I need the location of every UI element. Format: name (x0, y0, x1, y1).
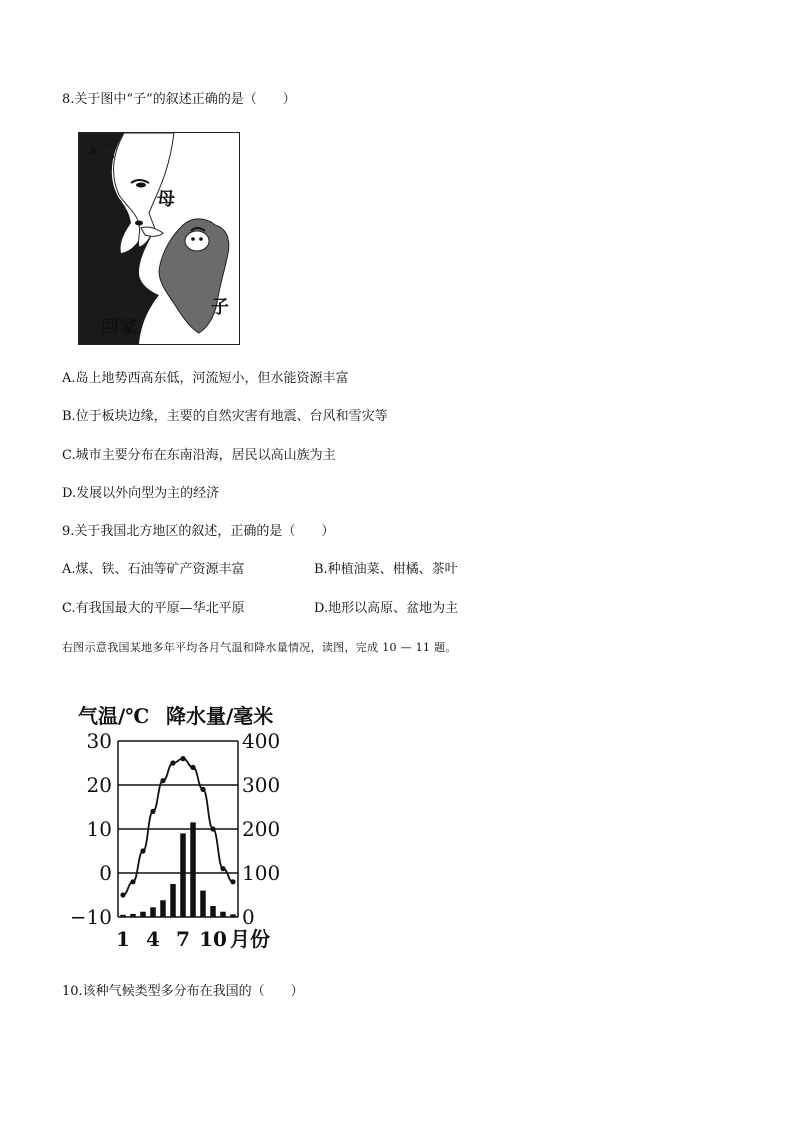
precip-bar (170, 884, 176, 917)
temp-tick-label: 30 (86, 729, 112, 753)
precip-tick-label: 100 (242, 861, 281, 885)
temp-axis-label: 气温/℃ (78, 704, 150, 728)
q9-option-c: C.有我国最大的平原—华北平原 (62, 601, 245, 616)
chart-intro: 右图示意我国某地多年平均各月气温和降水量情况，读图，完成 10 — 11 题。 (62, 641, 457, 654)
month-unit-label: 月份 (230, 927, 270, 951)
temperature-point (200, 787, 205, 792)
temperature-point (170, 760, 175, 765)
temperature-point (180, 756, 185, 761)
q9-option-d: D.地形以高原、盆地为主 (314, 601, 459, 616)
temperature-point (220, 866, 225, 871)
q8-option-b: B.位于板块边缘，主要的自然灾害有地震、台风和雪灾等 (62, 409, 388, 424)
star-icon: ★ (87, 143, 100, 159)
child-label: 子 (211, 297, 229, 318)
q8-option-c: C.城市主要分布在东南沿海，居民以高山族为主 (62, 448, 336, 463)
precip-axis-label: 降水量/毫米 (166, 704, 274, 728)
temperature-point (150, 809, 155, 814)
q9-option-b: B.种植油菜、柑橘、茶叶 (314, 562, 458, 577)
question-10-stem: 10.该种气候类型多分布在我国的（ ） (62, 984, 304, 999)
precip-bar (130, 914, 136, 917)
mother-child-illustration (79, 133, 239, 344)
month-tick-label: 4 (146, 927, 160, 951)
precip-tick-label: 300 (242, 773, 281, 797)
temperature-point (230, 879, 235, 884)
q8-option-a: A.岛上地势西高东低，河流短小，但水能资源丰富 (62, 371, 349, 386)
temp-tick-label: 10 (86, 817, 112, 841)
temperature-point (210, 826, 215, 831)
temperature-point (160, 778, 165, 783)
precip-bar (160, 900, 166, 917)
climate-chart (72, 695, 302, 959)
mother-child-figure (78, 132, 240, 345)
month-tick-label: 10 (199, 927, 227, 951)
precip-tick-label: 200 (242, 817, 281, 841)
precip-bar (230, 914, 236, 917)
temperature-point (120, 892, 125, 897)
q8-option-d: D.发展以外向型为主的经济 (62, 486, 220, 501)
temp-tick-label: −10 (72, 905, 112, 929)
figure-caption: 回家 (101, 317, 137, 338)
precip-bar (180, 833, 186, 917)
month-tick-label: 1 (116, 927, 130, 951)
precip-bar (120, 915, 126, 917)
precip-bar (190, 822, 196, 917)
precip-bar (140, 912, 146, 917)
precip-bar (200, 891, 206, 917)
climate-chart-svg (72, 695, 302, 955)
temperature-point (190, 765, 195, 770)
temperature-point (130, 879, 135, 884)
q9-option-a: A.煤、铁、石油等矿产资源丰富 (62, 562, 245, 577)
temperature-line (123, 759, 233, 895)
temp-tick-label: 0 (99, 861, 112, 885)
precip-tick-label: 400 (242, 729, 281, 753)
question-9-stem: 9.关于我国北方地区的叙述，正确的是（ ） (62, 524, 335, 539)
precip-tick-label: 0 (242, 905, 255, 929)
question-8-stem: 8.关于图中“子”的叙述正确的是（ ） (62, 92, 296, 107)
mother-label: 母 (157, 189, 175, 210)
temp-tick-label: 20 (86, 773, 112, 797)
precip-bar (220, 912, 226, 917)
precip-bar (210, 906, 216, 917)
precip-bar (150, 907, 156, 917)
month-tick-label: 7 (176, 927, 190, 951)
temperature-point (140, 848, 145, 853)
